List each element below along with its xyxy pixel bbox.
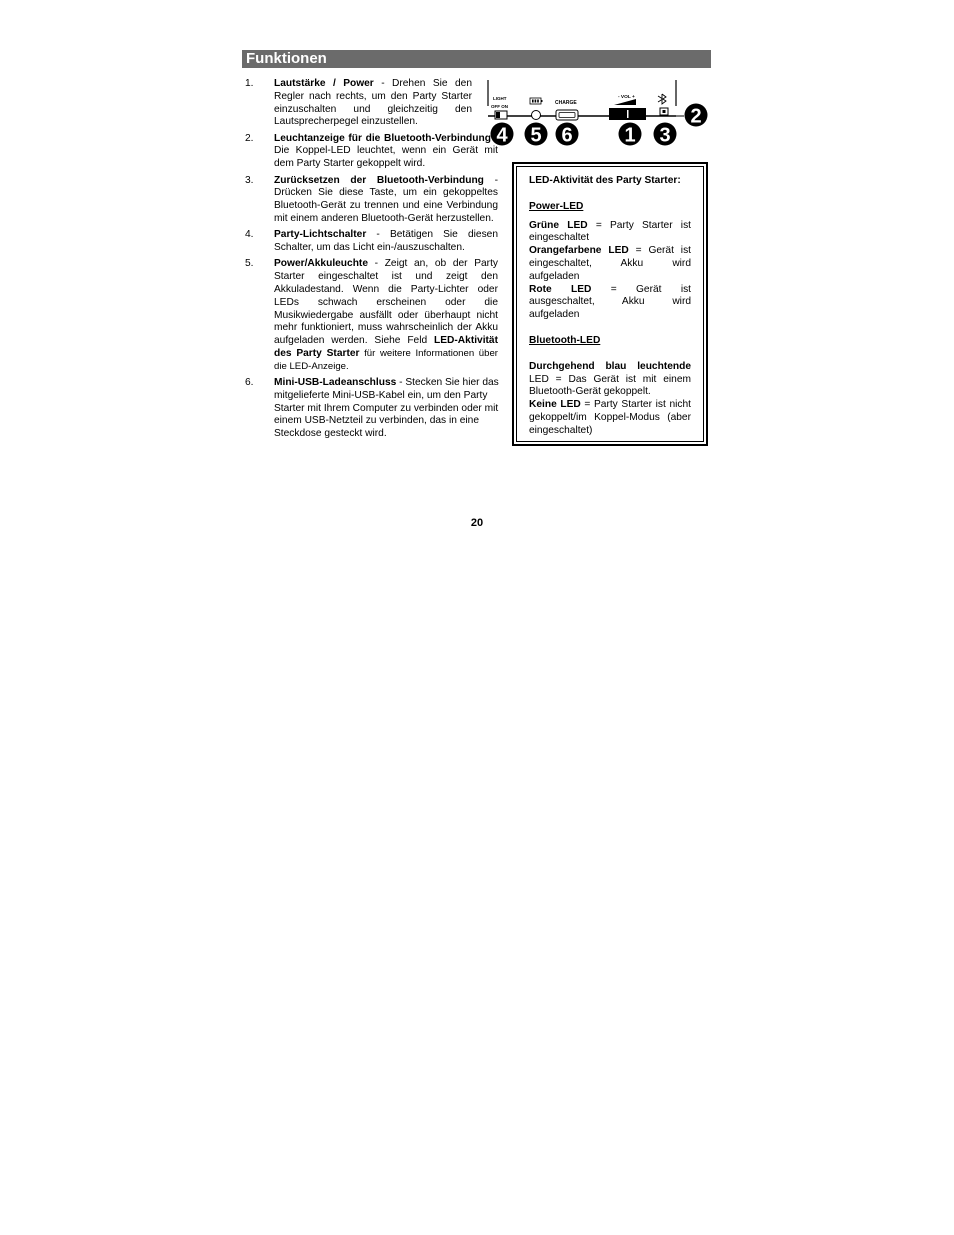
feature-item-power-battery (245, 258, 507, 373)
feature-number: 4. (245, 229, 254, 241)
no-led-title: Keine LED (529, 399, 581, 411)
blue-led-entry (529, 361, 691, 399)
charge-label: CHARGE (555, 100, 577, 106)
bluetooth-led-heading: Bluetooth-LED (529, 334, 601, 346)
led-activity-content (516, 166, 704, 442)
feature-text: - Drücken Sie diese Taste, um ein gekoppeltes Bluetooth-Gerät zu trennen und eine Verbindung mit einem anderen Bluetooth-Gerät herzustellen. (274, 174, 498, 224)
feature-body (274, 377, 507, 441)
svg-text:5: 5 (530, 124, 542, 147)
power-led-icon (532, 111, 541, 120)
feature-number: 1. (245, 78, 254, 89)
power-led-heading: Power-LED (529, 200, 584, 212)
feature-body (274, 133, 498, 171)
feature-text: - Betätigen Sie diesen Schalter, um das Licht ein-/auszuschalten. (274, 229, 498, 254)
led-activity-box (512, 162, 708, 446)
callout-5 (525, 123, 548, 147)
feature-title: Zurücksetzen der Bluetooth-Verbindung (274, 174, 484, 186)
feature-body (274, 258, 498, 373)
red-led-entry (529, 284, 691, 322)
feature-text: - Zeigt an, ob der Party Starter eingeschaltet ist und zeigt den Akkuladestand. Wenn die Party-Lichter oder LEDs schwach erscheinen oder die Musikwiedergabe ausfällt oder überhaupt nicht mehr funktioniert, muss wahrscheinlich der Akku aufgeladen werden. Siehe Feld (274, 258, 498, 347)
feature-item-light-switch (245, 229, 507, 255)
feature-title: Party-Lichtschalter (274, 229, 367, 241)
red-led-text: = Gerät ist ausgeschaltet, Akku wird aufgeladen (529, 283, 692, 321)
feature-item-volume-power (245, 78, 507, 129)
feature-item-usb-charging (245, 377, 507, 441)
callout-2 (685, 104, 708, 128)
section-header: Funktionen (242, 50, 711, 68)
blue-led-text: LED = Das Gerät ist mit einem Bluetooth-Gerät gekoppelt. (529, 373, 691, 398)
callout-6 (556, 123, 579, 147)
feature-title: Mini-USB-Ladeanschluss (274, 377, 397, 389)
svg-text:4: 4 (496, 124, 508, 147)
feature-item-bluetooth-led (245, 133, 507, 171)
svg-text:3: 3 (659, 124, 671, 147)
box-title: LED-Aktivität des Party Starter: (529, 175, 681, 186)
feature-text: Die Koppel-LED leuchtet, wenn ein Gerät mit dem Party Starter gekoppelt wird. (274, 145, 498, 170)
orange-led-title: Orangefarbene LED (529, 245, 629, 257)
page-number: 20 (470, 517, 484, 529)
feature-text-extra: für weitere Informationen über die LED-Anzeige. (274, 347, 498, 372)
red-led-title: Rote LED (529, 283, 592, 295)
control-panel-diagram (486, 80, 712, 152)
green-led-entry (529, 220, 691, 246)
no-led-text: = Party Starter ist nicht gekoppelt/im Koppel-Modus (aber eingeschaltet) (529, 399, 691, 436)
light-label: LIGHT (493, 96, 507, 101)
callout-3 (654, 123, 677, 147)
feature-body (274, 229, 498, 255)
feature-list (245, 78, 507, 445)
green-led-text: = Party Starter ist eingeschaltet (529, 219, 691, 244)
svg-text:1: 1 (624, 124, 636, 147)
orange-led-text: = Gerät ist eingeschaltet, Akku wird aufgeladen (529, 245, 691, 282)
green-led-title: Grüne LED (529, 219, 588, 231)
blue-led-title: Durchgehend blau leuchtende (529, 360, 691, 372)
volume-label: - VOL + (618, 95, 635, 100)
callout-4 (491, 123, 514, 147)
svg-text:2: 2 (690, 105, 702, 128)
feature-body (274, 78, 472, 129)
no-led-entry (529, 399, 691, 437)
feature-title: Power/Akkuleuchte (274, 258, 368, 270)
feature-reference: LED-Aktivität des Party Starter (274, 335, 498, 359)
orange-led-entry (529, 245, 691, 283)
feature-number: 3. (245, 174, 254, 186)
feature-item-bluetooth-reset (245, 175, 507, 226)
callout-1 (619, 123, 642, 147)
feature-text: - Drehen Sie den Regler nach rechts, um den Party Starter einzuschalten und gleichzeitig den Lautsprecherpegel einzustellen. (274, 78, 472, 128)
feature-text: - Stecken Sie hier das mitgelieferte Mini-USB-Kabel ein, um den Party Starter mit Ihrem Computer zu verbinden oder mit einem USB-Netzteil zu verbinden, das in eine Steckdose gesteckt wird. (274, 377, 499, 440)
feature-number: 5. (245, 258, 254, 270)
svg-text:6: 6 (561, 124, 573, 147)
bluetooth-icon (658, 94, 666, 104)
off-on-label: OFF ON (491, 104, 508, 109)
feature-number: 2. (245, 132, 254, 144)
feature-title: Lautstärke / Power (274, 78, 374, 89)
feature-title: Leuchtanzeige für die Bluetooth-Verbindung (274, 132, 491, 144)
feature-body (274, 175, 498, 226)
feature-number: 6. (245, 377, 254, 389)
